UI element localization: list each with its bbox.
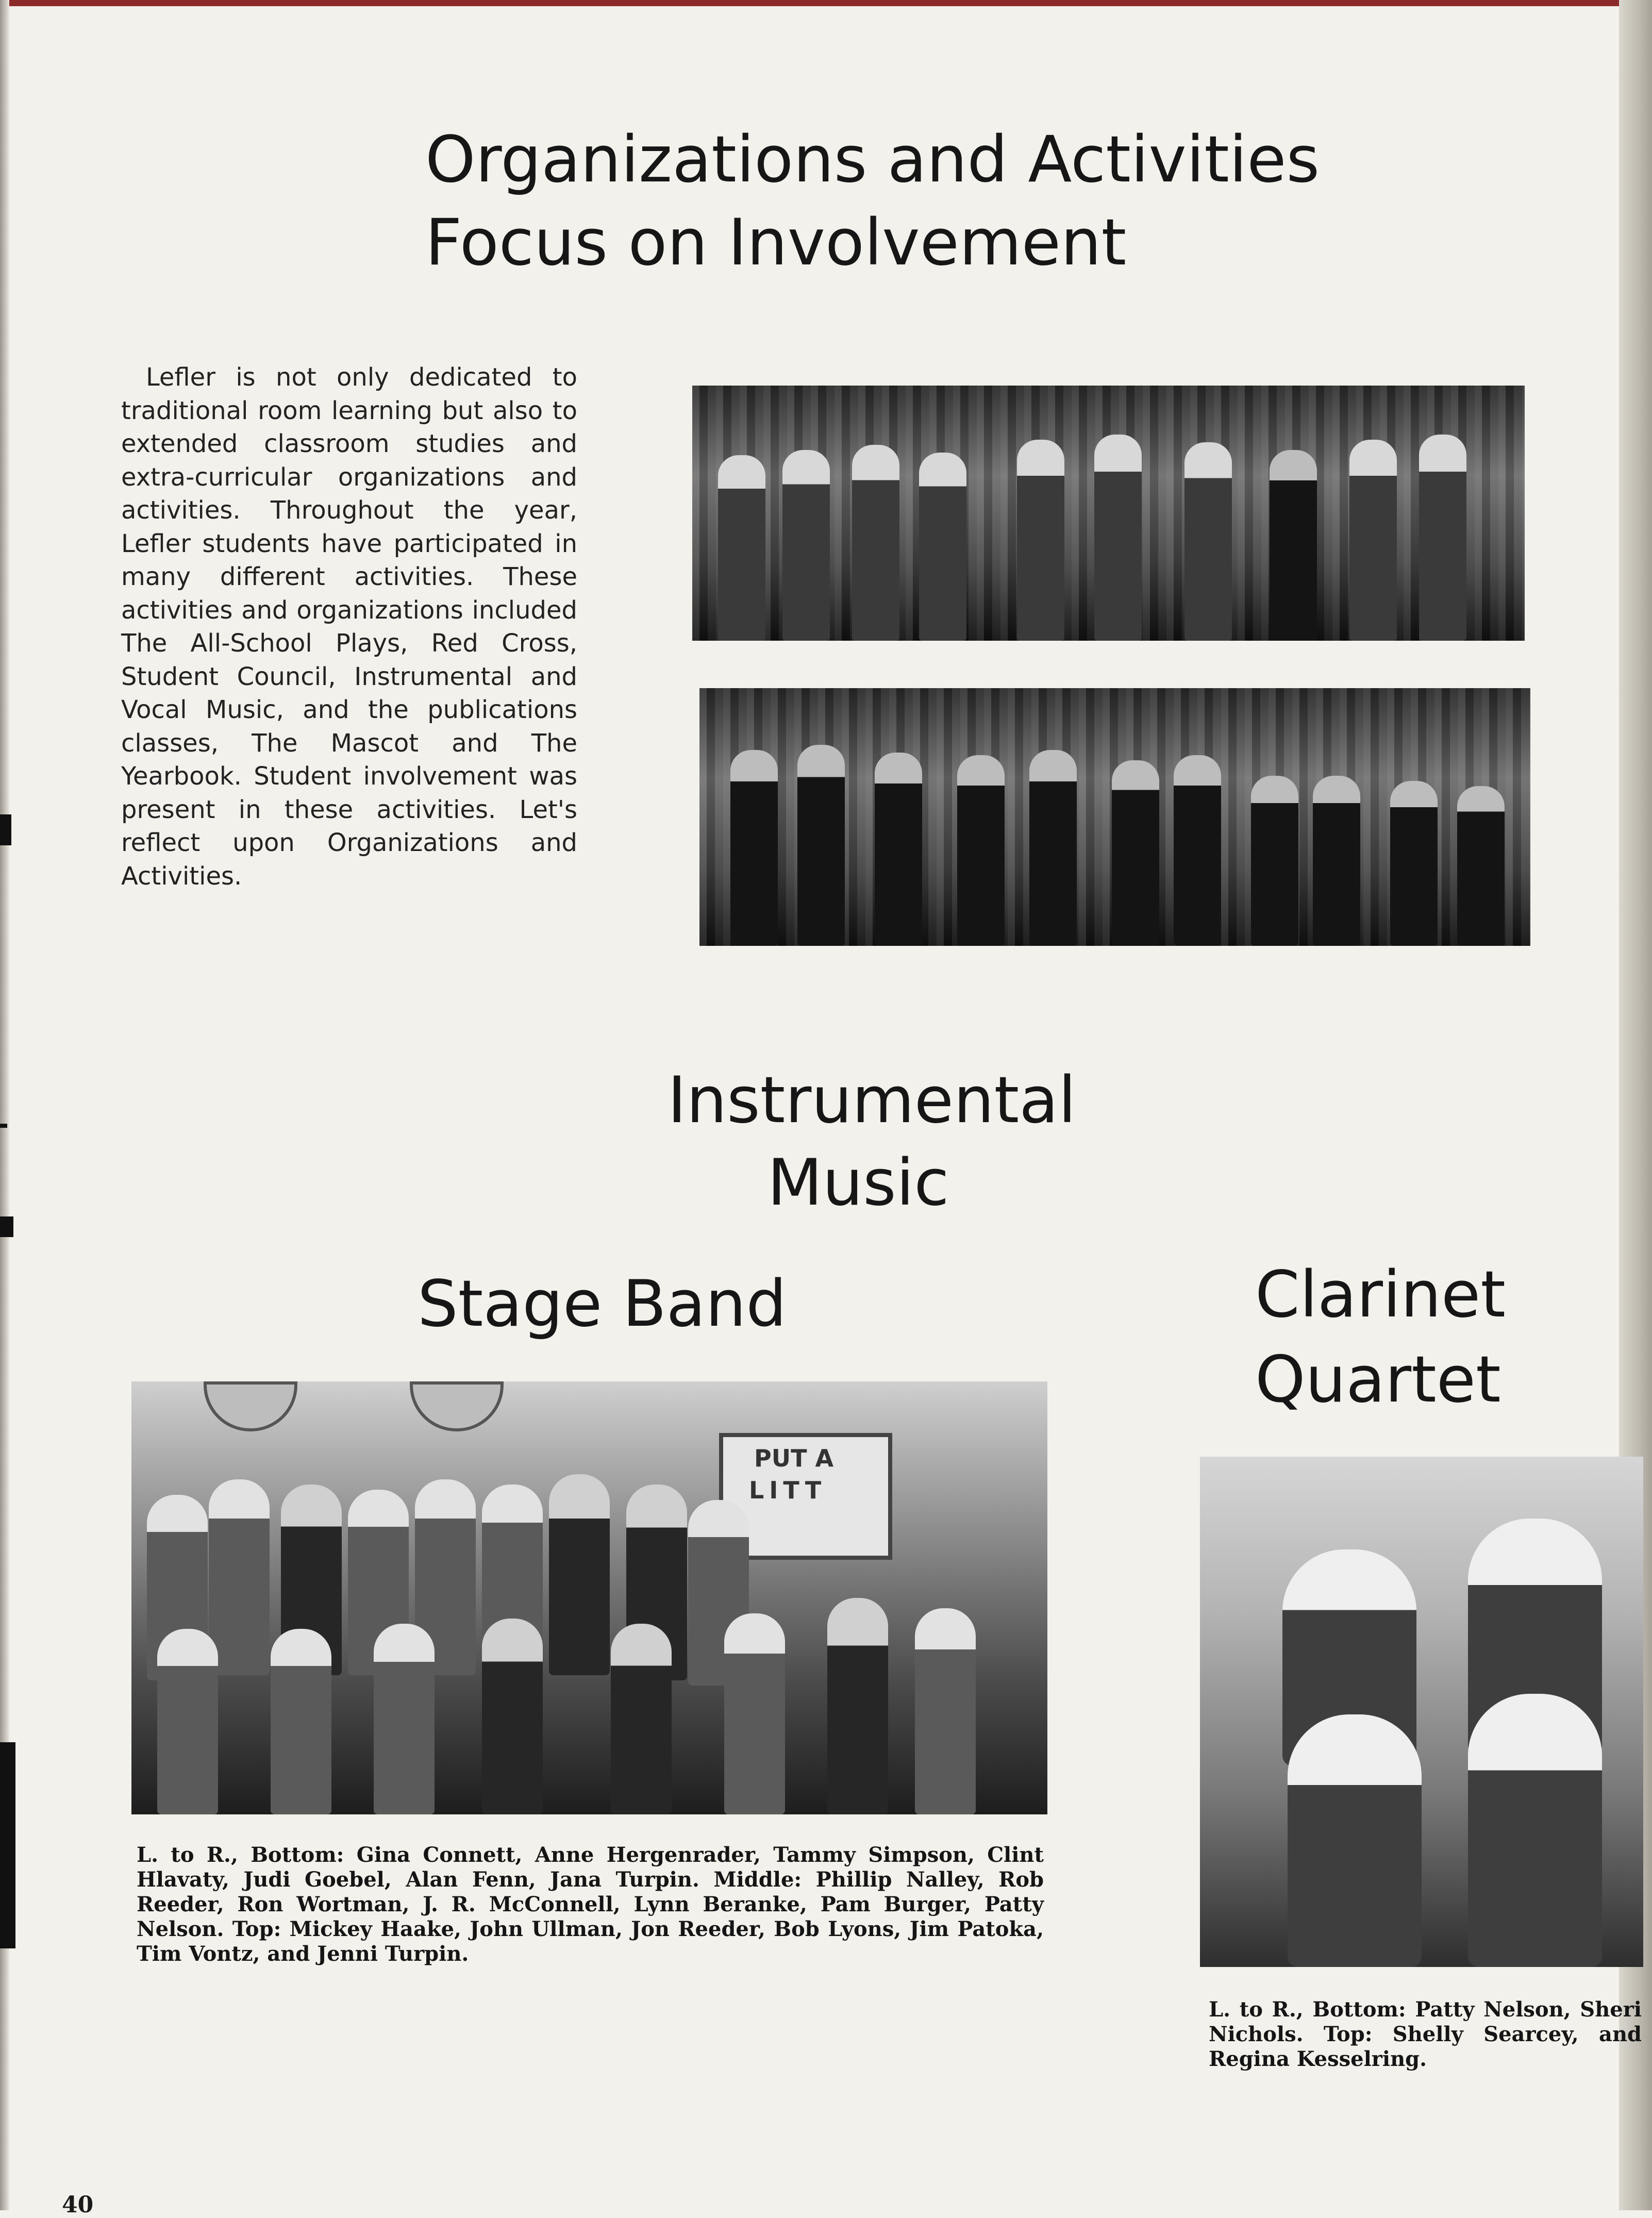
stage-performance-photo-bottom — [699, 688, 1530, 946]
stage-band-photo — [131, 1381, 1047, 1814]
clarinet-quartet-photo — [1200, 1457, 1643, 1967]
clarinet-quartet-heading-line-2: Quartet — [1255, 1343, 1501, 1417]
page-top-edge — [0, 0, 1652, 6]
page-title-line-2: Focus on Involvement — [425, 206, 1127, 280]
clarinet-quartet-heading — [1255, 1253, 1506, 1423]
page-title-line-1: Organizations and Activities — [425, 123, 1320, 197]
page-title — [425, 119, 1320, 285]
instrumental-music-heading-line-2: Music — [767, 1146, 949, 1220]
stage-band-caption: L. to R., Bottom: Gina Connett, Anne Hergenrader, Tammy Simpson, Clint Hlavaty, Judi Goebel, Alan Fenn, Jana Turpin. Middle: Phillip Nalley, Rob Reeder, Ron Wortman, J. R. McConnell, Lynn Beranke, Pam Burger, Patty Nelson. Top: Mickey Haake, John Ullman, Jon Reeder, Bob Lyons, Jim Patoka, Tim Vontz, and Jenni Turpin. — [137, 1843, 1044, 1966]
stage-performance-photo-top — [692, 386, 1525, 641]
margin-mark — [0, 1124, 7, 1128]
margin-mark — [0, 1742, 15, 1948]
intro-paragraph: Lefler is not only dedicated to traditional room learning but also to extended classroom studies and extra-curricular organizations and activities. Throughout the year, Lefler students have participated in many different activities. These activities and organizations included The All-School Plays, Red Cross, Student Council, Instrumental and Vocal Music, and the publications classes, The Mascot and The Yearbook. Student involvement was present in these activities. Let's reflect upon Organizations and Activities. — [121, 363, 577, 891]
margin-mark — [0, 1216, 13, 1237]
instrumental-music-heading — [668, 1059, 1076, 1224]
margin-mark — [0, 814, 11, 845]
instrumental-music-heading-line-1: Instrumental — [668, 1063, 1076, 1138]
stage-band-heading: Stage Band — [418, 1267, 787, 1341]
page-number: 40 — [62, 2192, 94, 2218]
sign-line-2: LITT — [749, 1476, 827, 1504]
clarinet-quartet-heading-line-1: Clarinet — [1255, 1258, 1506, 1332]
sign-line-1: PUT A — [754, 1444, 834, 1472]
clarinet-quartet-caption: L. to R., Bottom: Patty Nelson, Sheri Nichols. Top: Shelly Searcey, and Regina Kesselring. — [1209, 1997, 1642, 2071]
